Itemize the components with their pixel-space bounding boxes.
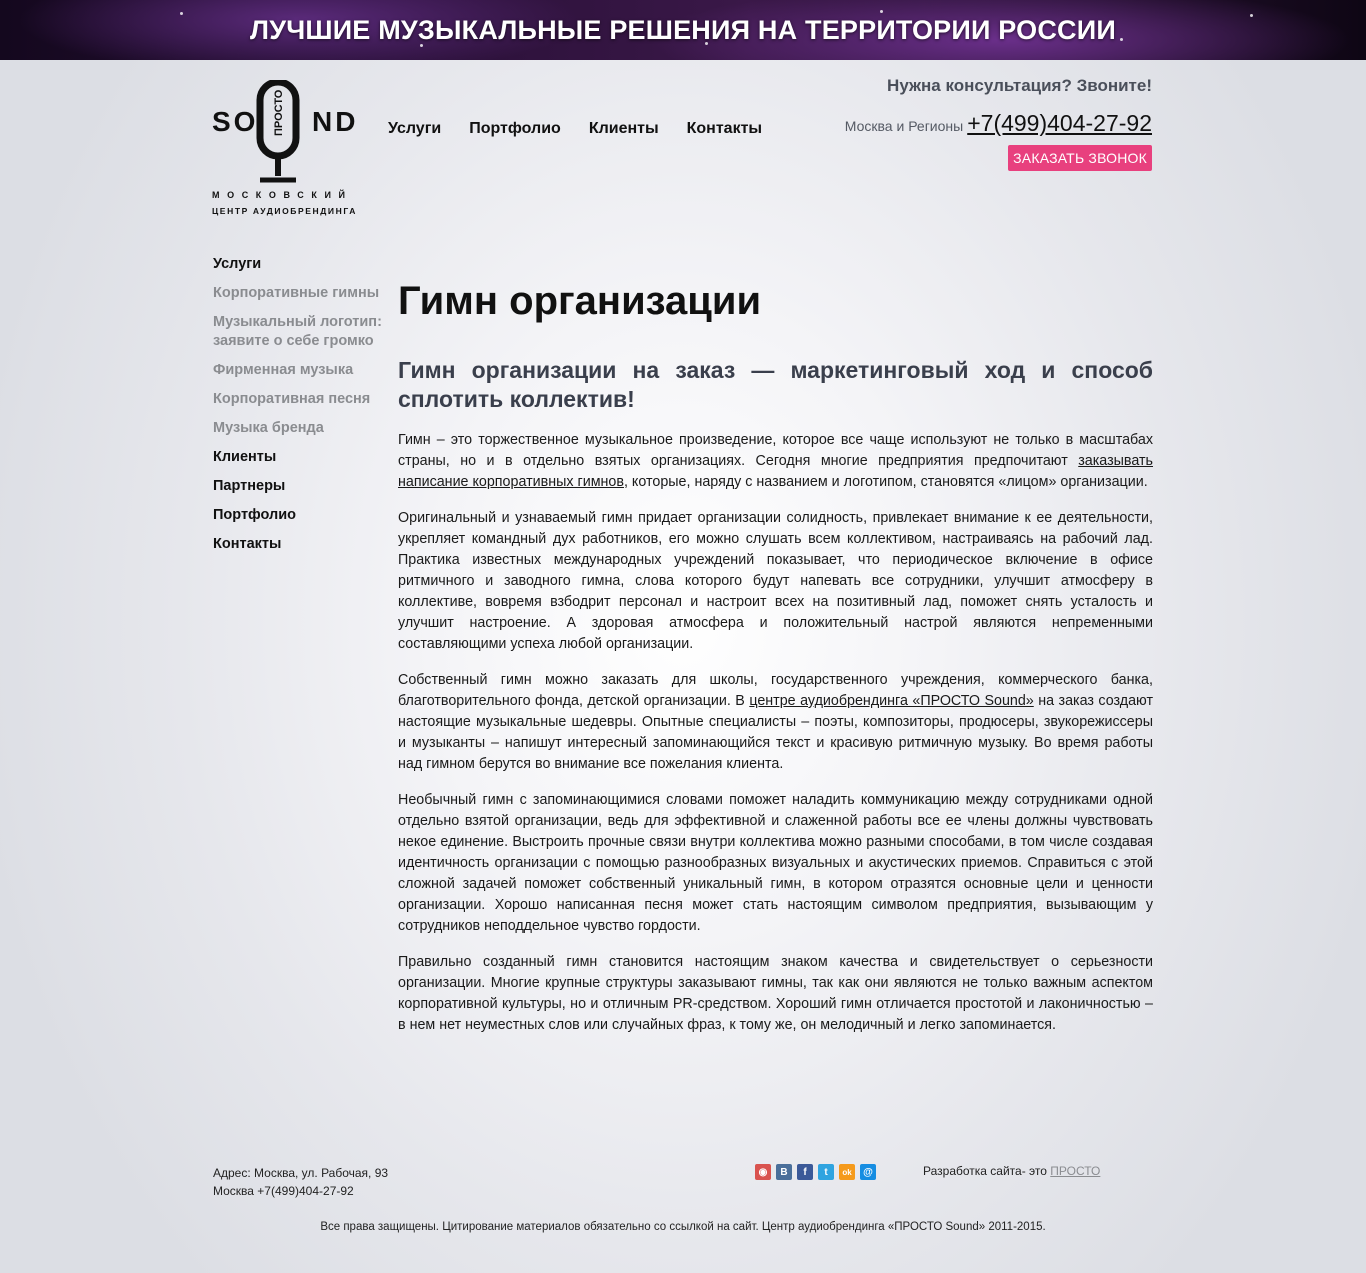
logo-subtitle-1: МОСКОВСКИЙ <box>212 190 353 200</box>
main-nav <box>388 120 762 138</box>
paragraph-text: на заказ создают настоящие музыкальные шедевры. Опытные специалисты – поэты, композиторы, продюсеры, звукорежиссеры и музыканты – напишут интересный запоминающийся текст и красивую ритмичную музыку. Во время работы над гимном берутся во внимание все пожелания клиента. <box>398 693 1153 772</box>
nav-item-clients[interactable]: Клиенты <box>588 120 659 137</box>
article-paragraph-1 <box>398 430 1153 493</box>
article-paragraph-2: Оригинальный и узнаваемый гимн придает организации солидность, привлекает внимание к ее деятельности, укрепляет командный дух работников, его можно слушать всем коллективом, настраиваясь на рабочий лад. Практика известных международных учреждений показывает, что периодическое включение в офисе ритмичного и заводного гимна, слова которого будут напевать все сотрудники, улучшит атмосферу в коллективе, вовремя взбодрит персонал и настроит всех на позитивный лад, поможет снять усталость и улучшит настроение. А здоровая атмосфера и положительный настрой являются непременными составляющими успеха любой организации. <box>398 510 1153 652</box>
developer-text: Разработка сайта- это <box>923 1164 1051 1178</box>
site-logo[interactable] <box>212 80 372 220</box>
phone-link[interactable]: +7(499)404-27-92 <box>967 110 1152 136</box>
logo-part2: ND <box>312 106 359 137</box>
corporate-anthems-link[interactable]: заказывать написание корпоративных гимнов <box>398 453 1153 490</box>
order-call-button[interactable]: ЗАКАЗАТЬ ЗВОНОК <box>1008 145 1152 171</box>
page-title: Гимн организации <box>398 279 762 323</box>
audiobranding-center-link[interactable]: центре аудиобрендинга «ПРОСТО Sound» <box>749 693 1034 709</box>
mailru-icon[interactable]: @ <box>860 1164 876 1180</box>
top-banner <box>0 0 1366 60</box>
phone-region: Москва и Регионы <box>844 118 964 134</box>
sidebar-item-music-logo[interactable]: Музыкальный логотип: заявите о себе громко <box>213 314 382 349</box>
article-paragraph-4: Необычный гимн с запоминающимися словами поможет наладить коммуникацию между сотрудниками одной отдельно взятой организации, ведь для эффективной и слаженной работы все ее члены должны чувствовать некое единение. Выстроить прочные связи внутри коллектива можно разными способами, в том числе создавая идентичность организации с помощью разнообразных визуальных и акустических приемов. Справиться с этой сложной задачей поможет собственный уникальный гимн, в котором отразятся основные цели и ценности организации. Хорошо написанная песня может стать настоящим символом предприятия, вызывающим у сотрудников неподдельное чувство гордости. <box>398 792 1153 934</box>
developer-link[interactable]: ПРОСТО <box>1050 1164 1101 1178</box>
sidebar-item-brand-music-2[interactable]: Музыка бренда <box>213 420 324 436</box>
logo-mic-text: ПРОСТО <box>273 89 285 136</box>
banner-title: ЛУЧШИЕ МУЗЫКАЛЬНЫЕ РЕШЕНИЯ НА ТЕРРИТОРИИ РОССИИ <box>250 14 1116 45</box>
sidebar-item-services[interactable]: Услуги <box>213 256 262 272</box>
twitter-icon[interactable]: t <box>818 1164 834 1180</box>
nav-item-portfolio[interactable]: Портфолио <box>469 120 561 137</box>
vk-icon[interactable]: B <box>776 1164 792 1180</box>
copyright: Все права защищены. Цитирование материалов обязательно со ссылкой на сайт. Центр аудиобрендинга «ПРОСТО Sound» 2011-2015. <box>320 1221 1046 1233</box>
article-paragraph-3 <box>398 670 1153 775</box>
consultation-block <box>752 76 1152 171</box>
footer-phone: Москва +7(499)404-27-92 <box>213 1184 354 1198</box>
facebook-icon[interactable]: f <box>797 1164 813 1180</box>
paragraph-text: Собственный гимн можно заказать для школы, государственного учреждения, коммерческого банка, благотворительного фонда, детской организации. В <box>398 672 1153 709</box>
developer-credit <box>923 1164 1100 1178</box>
yaru-icon[interactable]: ◉ <box>755 1164 771 1180</box>
nav-item-services[interactable]: Услуги <box>388 120 442 137</box>
article-paragraph-5: Правильно созданный гимн становится настоящим знаком качества и свидетельствует о серьезности организации. Многие крупные структуры заказывают гимны, так как они являются не только важным аспектом корпоративной культуры, но и отличным PR-средством. Хороший гимн отличается простотой и лаконичностью – в нем нет неуместных слов или случайных фраз, к тому же, он мелодичный и легко запоминается. <box>398 954 1153 1033</box>
consultation-heading: Нужна консультация? Звоните! <box>887 76 1152 95</box>
sidebar-menu <box>213 255 383 564</box>
footer-contacts <box>213 1164 388 1200</box>
sidebar-item-clients[interactable]: Клиенты <box>213 449 277 465</box>
sidebar-item-corporate-anthems[interactable]: Корпоративные гимны <box>213 285 380 301</box>
sidebar-item-brand-music[interactable]: Фирменная музыка <box>213 362 354 378</box>
paragraph-text: , которые, наряду с названием и логотипом, становятся «лицом» организации. <box>623 474 1148 490</box>
sidebar-item-corporate-song[interactable]: Корпоративная песня <box>213 391 371 407</box>
social-share <box>755 1164 876 1180</box>
microphone-icon <box>256 80 312 184</box>
sidebar-item-partners[interactable]: Партнеры <box>213 478 286 494</box>
odnoklassniki-icon[interactable]: ok <box>839 1164 855 1180</box>
sidebar-item-portfolio[interactable]: Портфолио <box>213 507 297 523</box>
article <box>398 278 1153 1036</box>
article-lead: Гимн организации на заказ — маркетинговый ход и способ сплотить коллектив! <box>398 357 1153 412</box>
logo-part1: SO <box>212 106 259 137</box>
logo-subtitle-2: ЦЕНТР АУДИОБРЕНДИНГА <box>212 206 357 216</box>
nav-item-contacts[interactable]: Контакты <box>686 120 763 137</box>
sidebar-item-contacts[interactable]: Контакты <box>213 536 282 552</box>
paragraph-text: Гимн – это торжественное музыкальное произведение, которое все чаще используют не только в масштабах страны, но и в отдельно взятых организациях. Сегодня многие предприятия предпочитают <box>398 432 1153 469</box>
footer-address: Адрес: Москва, ул. Рабочая, 93 <box>213 1166 389 1180</box>
